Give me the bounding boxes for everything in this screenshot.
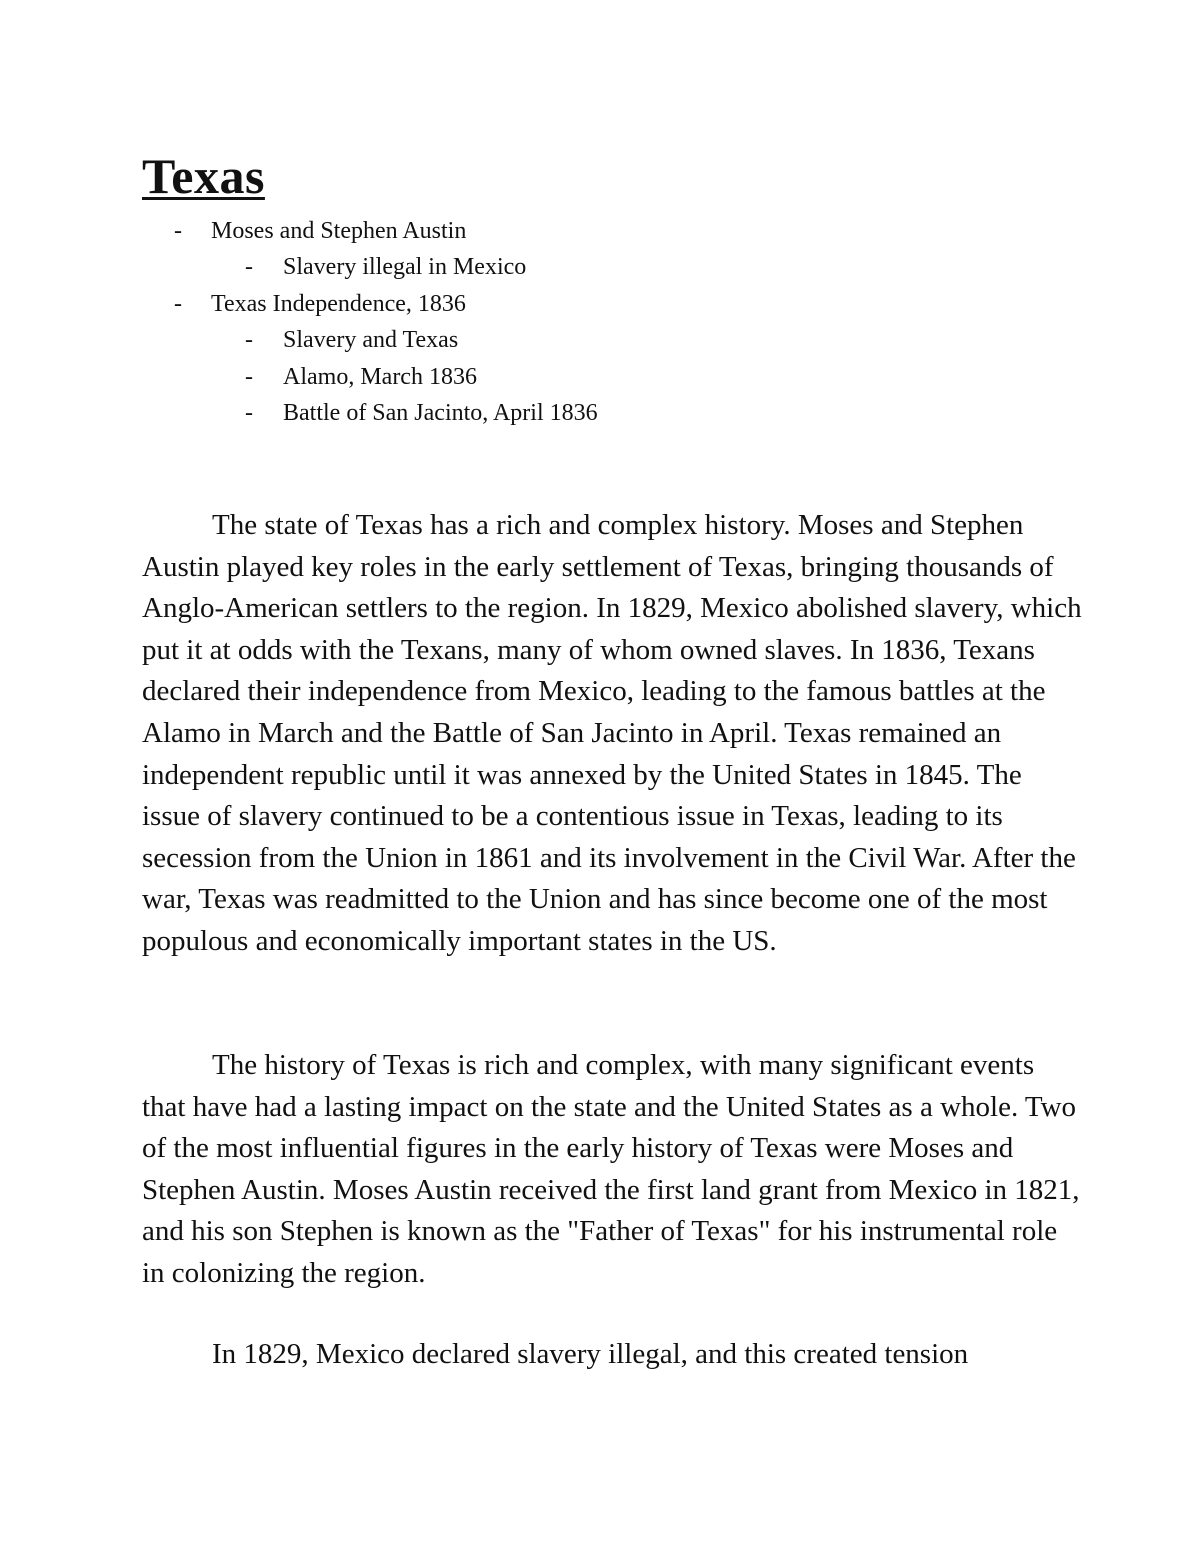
outline-bullet: - [245,327,253,354]
outline-item [0,213,1200,249]
outline-subitem [0,395,1200,431]
outline-item [0,286,1200,322]
outline-subitem [0,359,1200,395]
outline-item-text: Texas Independence, 1836 [211,290,466,317]
outline-bullet: - [245,254,253,281]
body-paragraph-1: The state of Texas has a rich and complex history. Moses and Stephen Austin played key roles in the early settlement of Texas, bringing thousands of Anglo-American settlers to the region. In 1829, Mexico abolished slavery, which put it at odds with the Texans, many of whom owned slaves. In 1836, Texans declared their independence from Mexico, leading to the famous battles at the Alamo in March and the Battle of San Jacinto in April. Texas remained an independent republic until it was annexed by the United States in 1845. The issue of slavery continued to be a contentious issue in Texas, leading to its secession from the Union in 1861 and its involvement in the Civil War. After the war, Texas was readmitted to the Union and has since become one of the most populous and economically important states in the US. [142,509,1082,957]
outline-item-text: Battle of San Jacinto, April 1836 [283,399,598,426]
body-paragraph-3: In 1829, Mexico declared slavery illegal, and this created tension [212,1338,969,1370]
topic-outline [0,213,1200,431]
outline-item-text: Slavery illegal in Mexico [283,254,527,281]
outline-item-text: Moses and Stephen Austin [211,218,467,244]
outline-item-text: Slavery and Texas [283,327,459,354]
outline-bullet: - [174,290,182,317]
outline-bullet: - [174,218,182,244]
outline-item-text: Alamo, March 1836 [283,363,477,390]
document-title: Texas [142,148,265,204]
body-paragraph-2: The history of Texas is rich and complex, with many significant events that have had a lasting impact on the state and the United States as a whole. Two of the most influential figures in the early history of Texas were Moses and Stephen Austin. Moses Austin received the first land grant from Mexico in 1821, and his son Stephen is known as the "Father of Texas" for his instrumental role in colonizing the region. [142,1049,1080,1289]
outline-bullet: - [245,363,253,390]
outline-subitem [0,322,1200,358]
outline-bullet: - [245,399,253,426]
outline-subitem [0,249,1200,285]
